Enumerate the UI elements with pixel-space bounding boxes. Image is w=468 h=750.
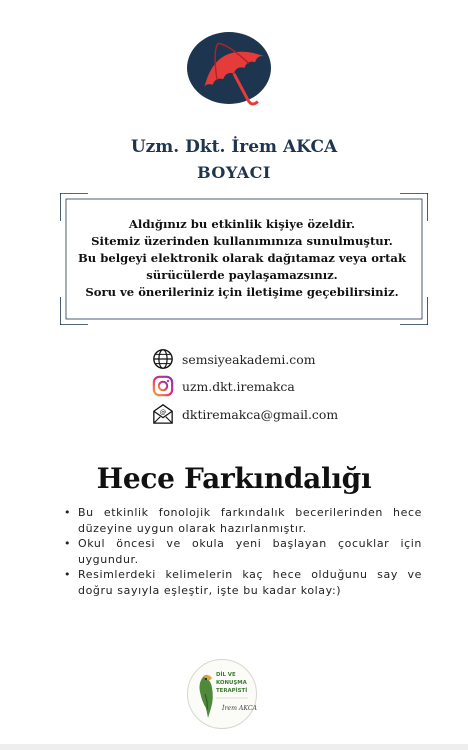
- email-icon: [151, 403, 175, 425]
- contact-website[interactable]: [151, 348, 315, 370]
- contact-email[interactable]: [151, 403, 338, 425]
- contact-instagram[interactable]: [151, 375, 295, 397]
- author-surname: BOYACI: [197, 163, 271, 182]
- notice-line: Bu belgeyi elektronik olarak dağıtamaz veya ortak: [78, 251, 406, 265]
- badge-line-3: TERAPİSTİ: [216, 688, 248, 694]
- instagram-handle[interactable]: uzm.dkt.iremakca: [182, 378, 295, 394]
- notice-text: [64, 216, 420, 301]
- notice-line: Aldığınız bu etkinlik kişiye özeldir.: [128, 217, 356, 231]
- notice-line: Soru ve önerileriniz için iletişime geçebilirsiniz.: [85, 285, 399, 299]
- umbrella-logo-icon: [184, 30, 284, 110]
- list-item: • Bu etkinlik fonolojik farkındalık becerilerinden hece düzeyine uygun olarak hazırlanmıştır.: [64, 505, 422, 536]
- globe-icon: [151, 348, 175, 370]
- website-link[interactable]: semsiyeakademi.com: [182, 351, 316, 367]
- bottom-bar: [0, 744, 468, 750]
- badge-signature: İrem AKCA: [222, 705, 258, 712]
- email-address[interactable]: dktiremakca@gmail.com: [182, 406, 339, 422]
- instagram-icon: [151, 375, 175, 397]
- page-heading: Hece Farkındalığı: [96, 462, 372, 495]
- svg-text:@: @: [159, 408, 167, 416]
- therapist-badge: [186, 658, 258, 730]
- description-list: [64, 505, 422, 598]
- badge-line-1: DİL VE: [216, 672, 236, 678]
- list-item: • Resimlerdeki kelimelerin kaç hece olduğunu say ve doğru sayıyla eşleştir, işte bu kadar kolay:): [64, 567, 422, 598]
- list-item: • Okul öncesi ve okula yeni başlayan çocuklar için uygundur.: [64, 536, 422, 567]
- author-name: Uzm. Dkt. İrem AKCA: [130, 137, 338, 157]
- notice-line: Sitemiz üzerinden kullanımınıza sunulmuştur.: [91, 234, 393, 248]
- badge-line-2: KONUŞMA: [216, 680, 247, 686]
- notice-line: sürücülerde paylaşamazsınız.: [146, 268, 338, 282]
